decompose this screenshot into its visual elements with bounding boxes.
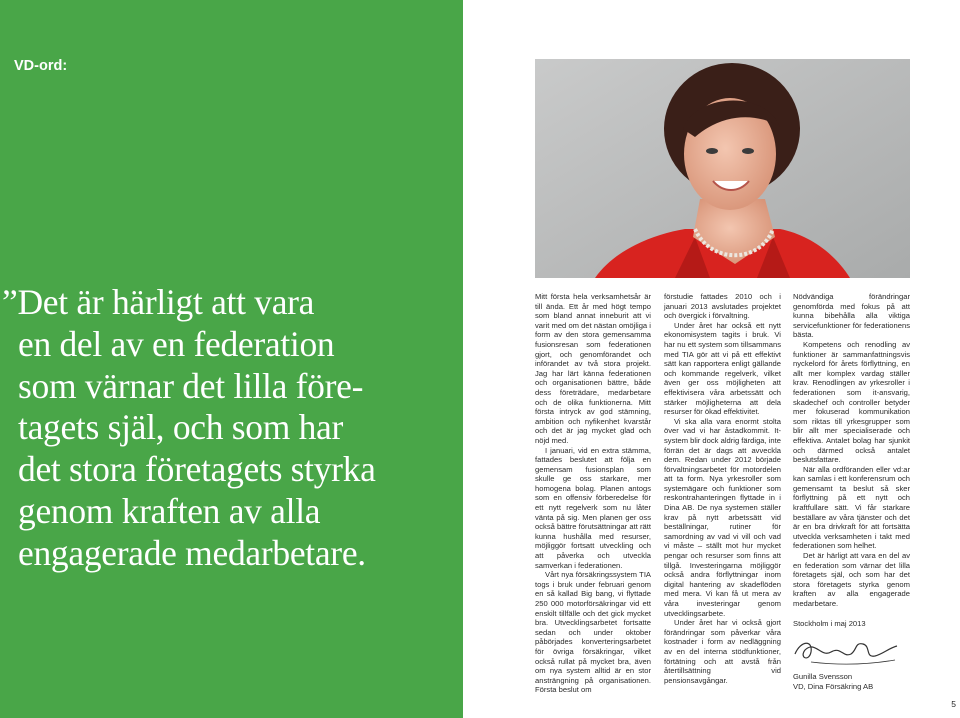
paragraph: Kompetens och renodling av funktioner är sammanfattningsvis nyckelord för årets förflyttning, en allt mer komplex vardag ställer krav. Renodlingen av yrkesroller i federationen som it-ansvarig, skadechef och controller betyder mer fokuserad kommunikation som riktas till yrkesgrupper som blir allt mer specialiserade och effektiva. Antalet bolag har sjunkit och därmed också antalet beslutsfattare. bbox=[793, 339, 910, 465]
signatory-title: VD, Dina Försäkring AB bbox=[793, 681, 874, 691]
pull-quote-line: engagerade medarbetare. bbox=[18, 532, 366, 573]
paragraph: Under året har också ett nytt ekonomisystem tagits i bruk. Vi har nu ett system som tillsammans med TIA gör att vi på ett effektivt sätt kan rapportera enligt gällande och kommande regelverk, vilket även ger oss möjligheten att effektivisera våra arbetssätt och stärker möjligheterna att dela resurser för ökad effektivitet. bbox=[664, 320, 781, 417]
portrait-photo bbox=[535, 59, 910, 278]
pull-quote-line: en del av en federation bbox=[18, 323, 335, 364]
page-number: 5 bbox=[951, 699, 956, 709]
section-label: VD-ord: bbox=[14, 58, 68, 74]
pull-quote-line: som värnar det lilla före- bbox=[18, 365, 364, 406]
pull-quote-line: tagets själ, och som har bbox=[18, 407, 344, 448]
article-column-1 bbox=[535, 292, 651, 695]
article-column-2 bbox=[664, 292, 781, 685]
portrait-illustration bbox=[535, 59, 910, 278]
paragraph: Under året har vi också gjort förändringar som påverkar våra kostnader i form av nedläggning av en del interna stödfunktioner, förtätning och att avstå från återtillsättning vid pensionsavgångar. bbox=[664, 618, 781, 685]
pull-quote bbox=[2, 282, 454, 575]
paragraph: Vi ska alla vara enormt stolta över vad vi har åstadkommit. It-system blir dock aldrig färdiga, inte förrän det är dags att avveckla dem. Redan under 2012 började förvaltningsarbetet för motordelen att ta form. Nya yrkesroller som systemägare och funktioner som reskontrahanteringen flyttade in i Dina AB. De nya systemen ställer krav på nytt arbetssätt vid beställningar, rutiner för samordning av vad vi vill och vad vi måste – ställt mot hur mycket pengar och resurser som finns att tillgå. Investeringarna möjliggör också andra förflyttningar inom digital hantering av skadeflöden med mera. Vi kan få ut mera av våra investeringar genom utvecklingsarbete. bbox=[664, 416, 781, 618]
article-column-3 bbox=[793, 292, 910, 691]
paragraph: I januari, vid en extra stämma, fattades beslutet att följa en gemensam fusionsplan som skulle ge oss starkare, mer homogena bolag. Planen antogs som en offensiv förberedelse för ett nytt regelverk som nu låter vänta på sig. Men planen ger oss också bättre förutsättningar att rätt kunna hushålla med resurser, möjliggör fortsatt utveckling och att påverka och utveckla samverkan i federationen. bbox=[535, 445, 651, 570]
signature-icon bbox=[791, 632, 901, 668]
pull-quote-line: ”Det är härligt att vara bbox=[2, 282, 315, 322]
paragraph: När alla ordföranden eller vd:ar kan samlas i ett konferensrum och gemensamt ta beslut så sker förflyttning på ett nytt och kraftfullare sätt. Vi får starkare beställare av våra tjänster och det är en bra drivkraft för att fortsätta utveckla verksamheten i takt med federationen som helhet. bbox=[793, 464, 910, 551]
paragraph: Mitt första hela verksamhetsår är till ända. Ett år med högt tempo som bland annat inneburit att vi varit med om det nästan omöjliga i form av den stora gemensamma fusionsresan som federationen gjort, och genomförandet och införandet av två stora projekt. Jag har lärt känna federationen och organisationen bättre, både dess företrädare, medarbetare och de olika funktionerna. Mitt första intryck av god stämning, ambition och nyfikenhet kvarstår och det är jag mycket glad och nöjd med. bbox=[535, 292, 651, 445]
paragraph: Nödvändiga förändringar genomförda med fokus på att kunna bibehålla alla viktiga servicefunktioner för federationens bästa. bbox=[793, 292, 910, 340]
pull-quote-line: genom kraften av alla bbox=[18, 490, 321, 531]
paragraph: förstudie fattades 2010 och i januari 2013 avslutades projektet och övergick i förvaltning. bbox=[664, 292, 781, 321]
paragraph: Det är härligt att vara en del av en federation som värnar det lilla företagets själ, och som har det stora företagets styrka genom kraften av alla engagerade medarbetare. bbox=[793, 551, 910, 608]
signatory-name: Gunilla Svensson bbox=[793, 672, 853, 682]
green-panel bbox=[0, 0, 463, 718]
paragraph: Vårt nya försäkringssystem TIA togs i bruk under februari genom en så kallad Big bang, vi flyttade 250 000 motorförsäkringar vid ett enskilt tillfälle och det gick mycket bra. Utvecklingsarbetet fortsatte sedan och under oktober påbörjades konverteringsarbetet för övriga försäkringar, vilket också rullat på mycket bra, även om nya system alltid är en stor ansträngning på organisationen. Första beslut om bbox=[535, 570, 651, 695]
signoff-place-date: Stockholm i maj 2013 bbox=[793, 618, 866, 628]
pull-quote-line: det stora företagets styrka bbox=[18, 449, 376, 490]
